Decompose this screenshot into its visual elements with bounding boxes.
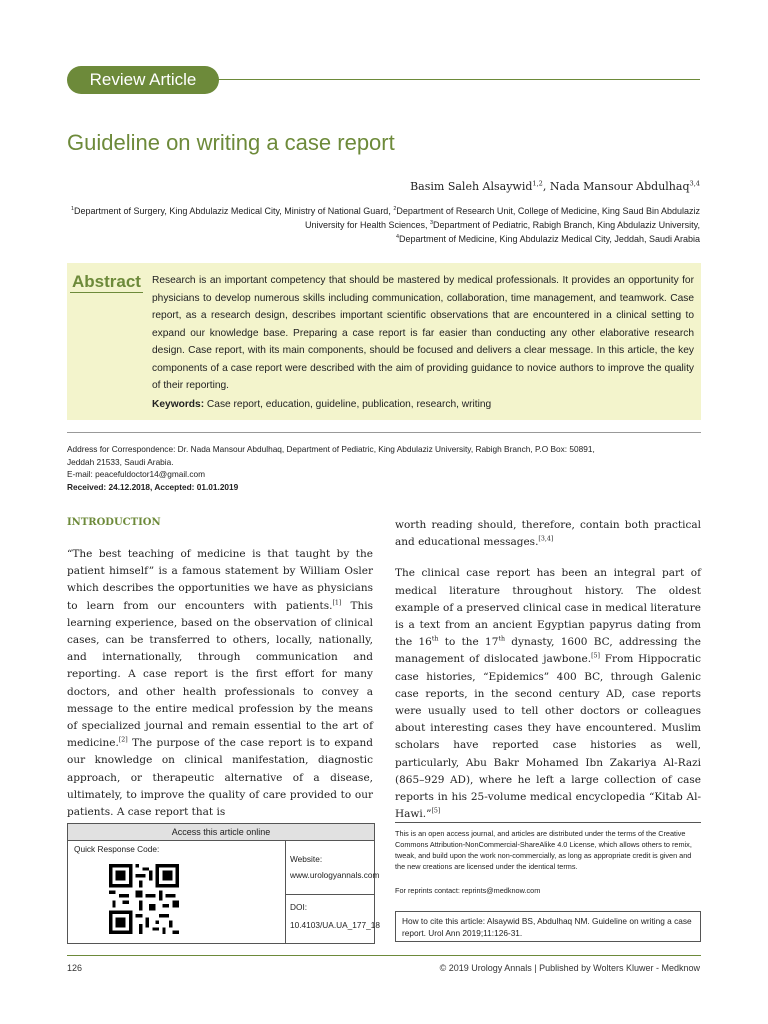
access-box-heading: Access this article online [68, 824, 374, 841]
abstract-text: Research is an important competency that should be mastered by medical professionals. It provides an opportunity for physicians to develop numerous skills including communication, collaboration, time management, and teamwork. Case report, as a research design, describes important scientific observations that are encountered in a clinical setting to expand our knowledge base. Preparing a case report is far easier than conducting any other elaborative research design. Case report, with its main components, should be focused and delivers a clear message. In this article, the key components of a case report were described with the aim of providing guidance to novice authors to improve the quality of their reporting. [152, 275, 694, 391]
affiliation-3: Department of Pediatric, Rabigh Branch, King Abdulaziz University, [433, 220, 700, 230]
body-column-right [395, 517, 701, 837]
header-rule [200, 79, 700, 80]
author-2-affil: 3,4 [689, 179, 700, 188]
affil-sup-1: 1 [71, 206, 75, 212]
citation-ref-5[interactable]: [5] [431, 807, 441, 815]
page-number: 126 [67, 963, 83, 973]
paragraph [395, 565, 701, 823]
paragraph-text: This learning experience, based on the observation of clinical cases, can be transferred to others, locally, nationally, and internationally, through communication and reporting. A case report is the first effort for many doctors, and other health professionals to convey a message to the entire medical profession by the means of specialized journal and remain essential to the art of medicine. [67, 599, 373, 750]
ordinal-suffix: th [498, 635, 506, 643]
access-box-divider [285, 894, 374, 895]
author-1[interactable]: Basim Saleh Alsaywid [410, 180, 533, 193]
correspondence-city: Jeddah 21533, Saudi Arabia. [67, 456, 174, 467]
website-link[interactable]: www.urologyannals.com [290, 870, 380, 880]
citation-ref-2[interactable]: [2] [118, 736, 128, 744]
open-access-license: This is an open access journal, and articles are distributed under the terms of the Creative Commons Attribution-NonCommercial-ShareAlike 4.0 License, which allows others to remix, tweak, and build upon the work non-commercially, as long as appropriate credit is given and the new creations are licensed under the identical terms. [395, 829, 692, 871]
abstract-label: Abstract [72, 272, 141, 291]
article-title: Guideline on writing a case report [67, 130, 395, 155]
doi-link[interactable]: 10.4103/UA.UA_177_18 [290, 920, 380, 930]
how-to-cite-box: How to cite this article: Alsaywid BS, Abdulhaq NM. Guideline on writing a case report. Urol Ann 2019;11:126-31. [395, 911, 701, 942]
paragraph-text: “The best teaching of medicine is that taught by the patient himself” is a famous statement by William Osler which describes the opportunities we have as physicians to learn from our encounters with patients. [67, 548, 373, 612]
reprints-contact[interactable]: For reprints contact: reprints@medknow.com [395, 886, 541, 895]
body-column-left [67, 546, 373, 821]
citation-ref-5[interactable]: [5] [591, 652, 601, 660]
affil-sup-2: 2 [393, 206, 397, 212]
affiliations [60, 204, 700, 246]
keywords [152, 399, 694, 410]
paragraph [395, 517, 701, 551]
affiliation-4: Department of Medicine, King Abdulaziz Medical City, Jeddah, Saudi Arabia [399, 234, 700, 244]
affil-sup-4: 4 [396, 234, 399, 240]
footer-rule [67, 955, 701, 956]
correspondence-block [67, 443, 701, 493]
affiliation-2: Department of Research Unit, College of Medicine, King Saud Bin Abdulaziz University for Health Sciences, [304, 206, 700, 230]
author-separator: , [542, 180, 550, 193]
received-accepted-dates: Received: 24.12.2018, Accepted: 01.01.2019 [67, 481, 239, 492]
paragraph-text: dynasty, 1600 BC, addressing the management of dislocated jawbone. [395, 636, 701, 666]
paragraph-text: to the 17 [438, 636, 499, 649]
authors-line [410, 180, 700, 193]
keywords-list: Case report, education, guideline, publication, research, writing [204, 399, 492, 410]
access-article-box [67, 823, 380, 944]
license-rule [395, 822, 701, 823]
paragraph-text: worth reading should, therefore, contain both practical and educational messages. [395, 519, 701, 549]
publisher-footer: © 2019 Urology Annals | Published by Wolters Kluwer - Medknow [439, 963, 700, 973]
keywords-label: Keywords: [152, 399, 205, 410]
paragraph-text: The purpose of the case report is to expand our knowledge on clinical manifestation, diagnostic approach, or therapeutic alternative of a disease, ultimately, to improve the quality of care provided to our patients. A case report that is [67, 737, 373, 819]
correspondence-email[interactable]: E-mail: peacefuldoctor14@gmail.com [67, 469, 206, 479]
qr-code-icon[interactable] [109, 864, 179, 934]
author-2[interactable]: Nada Mansour Abdulhaq [549, 180, 690, 193]
author-1-affil: 1,2 [532, 179, 543, 188]
qr-code-label: Quick Response Code: [74, 844, 160, 854]
affiliation-1: Department of Surgery, King Abdulaziz Medical City, Ministry of National Guard, [74, 206, 394, 216]
affil-sup-3: 3 [430, 220, 434, 226]
citation-ref-3-4[interactable]: [3,4] [538, 535, 554, 543]
correspondence-address: Address for Correspondence: Dr. Nada Mansour Abdulhaq, Department of Pediatric, King Abdulaziz University, Rabigh Branch, P.O Box: 50891, [67, 444, 595, 454]
paragraph-text: From Hippocratic case histories, “Epidemics” 400 BC, through Galenic case reports, in the second century AD, case reports were usually used to tell other doctors or colleagues about interesting cases they have encountered. Muslim scholars have reported case histories as well, particularly, Abu Bakr Mohamed Ibn Zakariya Al-Razi (865–929 AD), where he left a large collection of case reports in his 25-volume medical encyclopedia “Kitab Al-Hawi.” [395, 653, 701, 821]
citation-ref-1[interactable]: [1] [332, 599, 342, 607]
section-heading-introduction: INTRODUCTION [67, 517, 161, 528]
access-box-divider [285, 841, 286, 943]
doi-label: DOI: [290, 902, 308, 912]
paragraph-text: The clinical case report has been an integral part of medical literature throughout history. The oldest example of a preserved clinical case in medical literature is a text from an ancient Egyptian papyrus dating from the 16 [395, 567, 701, 649]
ordinal-suffix: th [431, 635, 439, 643]
website-label: Website: [290, 854, 323, 864]
article-type-badge: Review Article [67, 66, 219, 94]
correspondence-rule [67, 432, 701, 433]
